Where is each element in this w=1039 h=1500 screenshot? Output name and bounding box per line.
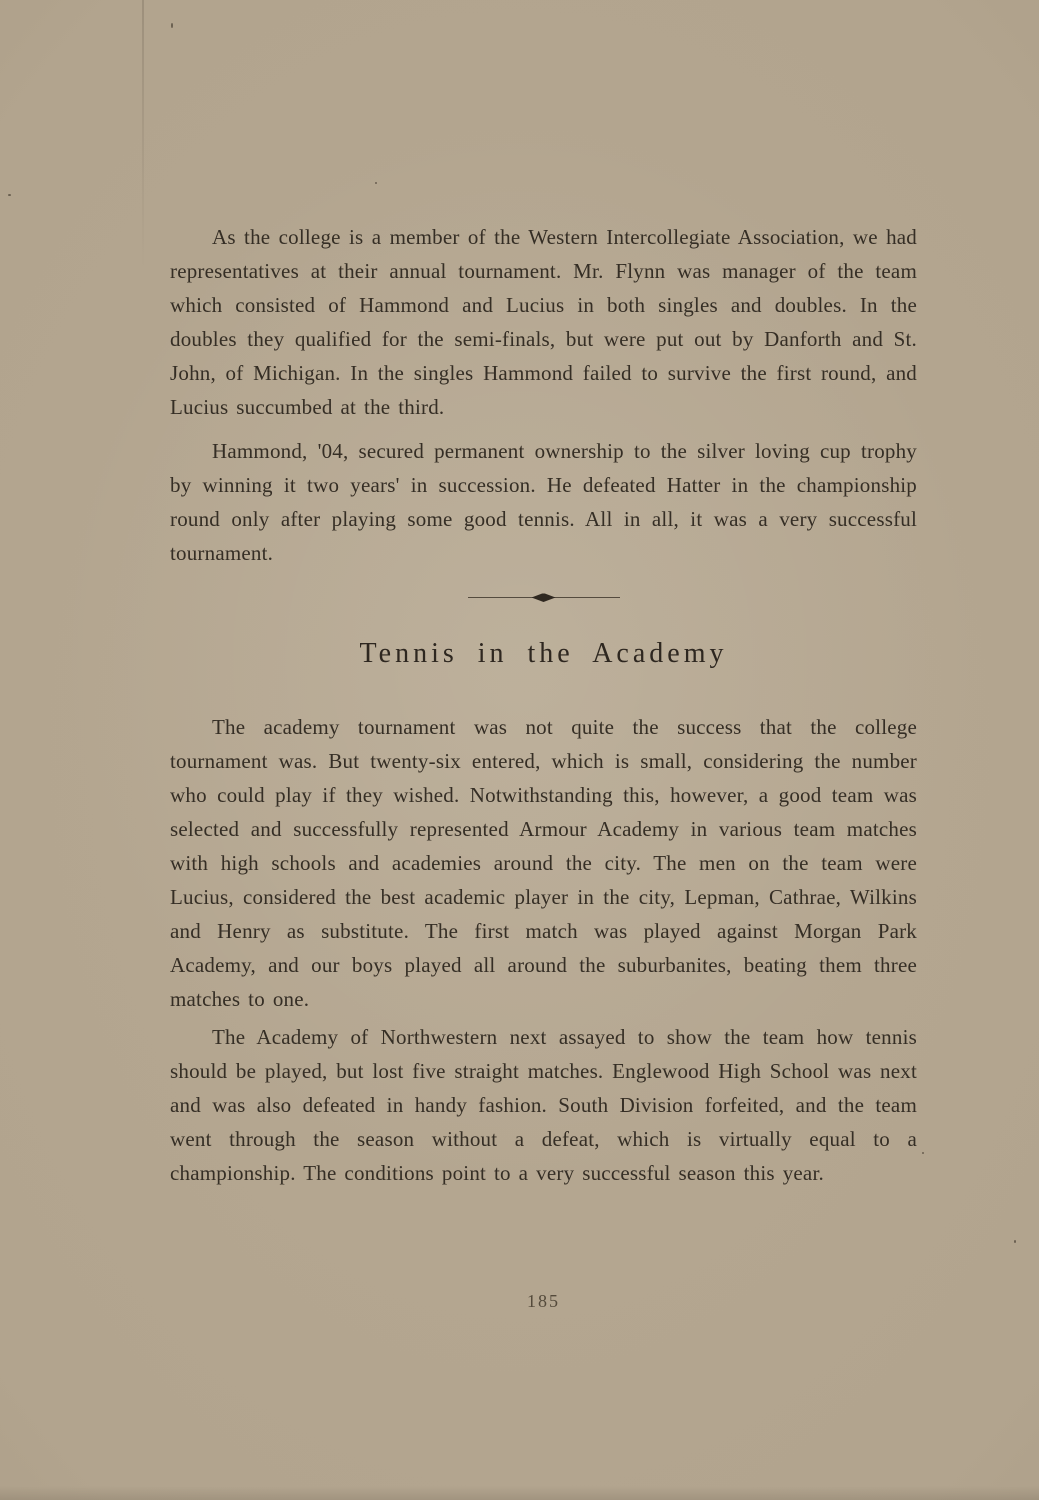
paragraph-hammond-trophy: Hammond, '04, secured permanent ownership to the silver loving cup trophy by winning it two years' in succession. He defeated Hatter in the championship round only after playing some good tennis. All in all, it was a very successful tournament. xyxy=(170,439,917,565)
section-divider xyxy=(170,590,917,604)
page-number: 185 xyxy=(527,1291,560,1311)
divider-rule xyxy=(468,597,620,598)
paper-speck xyxy=(171,23,173,28)
paragraph-academy-season: The Academy of Northwestern next assayed to show the team how tennis should be played, but lost five straight matches. Englewood High School was next and was also defeated in handy fashion. South Division forfeited, and the team went through the season without a defeat, which is virtually equal to a championship. The conditions point to a very successful season this year. xyxy=(170,1025,917,1185)
paragraph-college-tournament: As the college is a member of the Western Intercollegiate Association, we had representatives at their annual tournament. Mr. Flynn was manager of the team which consisted of Hammond and Lucius in both singles and doubles. In the doubles they qualified for the semi-finals, but were put out by Danforth and St. John, of Michigan. In the singles Hammond failed to survive the first round, and Lucius succumbed at the third. xyxy=(170,225,917,419)
paper-speck xyxy=(922,1152,924,1154)
gutter-crease xyxy=(142,0,144,270)
diamond-ornament-icon xyxy=(532,593,556,602)
paper-speck xyxy=(8,194,11,196)
paragraph-academy-tournament: The academy tournament was not quite the success that the college tournament was. But twenty-six entered, which is small, considering the number who could play if they wished. Notwithstanding this, however, a good team was selected and successfully represented Armour Academy in various team matches with high schools and academies around the city. The men on the team were Lucius, considered the best academic player in the city, Lepman, Cathrae, Wilkins and Henry as substitute. The first match was played against Morgan Park Academy, and our boys played all around the suburbanites, beating them three matches to one. xyxy=(170,715,917,1011)
paper-speck xyxy=(375,182,377,184)
paper-speck xyxy=(1014,1240,1016,1243)
page-edge-shadow xyxy=(0,1486,1039,1500)
section-heading-tennis-in-the-academy: Tennis in the Academy xyxy=(359,638,728,669)
